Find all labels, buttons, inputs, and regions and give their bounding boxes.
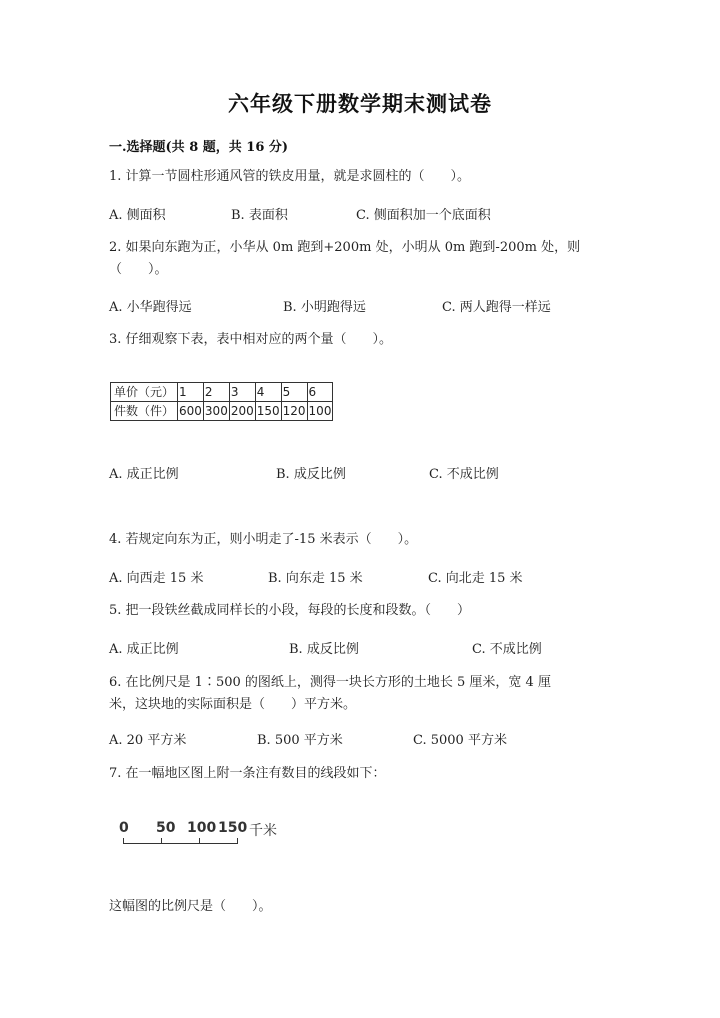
q6-option-b: B. 500 平方米 [257, 733, 343, 748]
question-7: 7. 在一幅地区图上附一条注有数目的线段如下： [109, 766, 386, 781]
scale-label: 100 [187, 820, 217, 836]
q2-option-b: B. 小明跑得远 [283, 300, 366, 315]
table-row-label: 件数（件） [111, 402, 178, 421]
q5-option-b: B. 成反比例 [289, 642, 359, 657]
q5-option-c: C. 不成比例 [472, 642, 542, 657]
scale-label: 0 [119, 820, 129, 836]
table-cell: 200 [229, 402, 255, 421]
q6-option-c: C. 5000 平方米 [413, 733, 507, 748]
table-cell: 100 [307, 402, 333, 421]
scale-label: 50 [156, 820, 176, 836]
section-heading: 一.选择题(共 8 题，共 16 分) [109, 140, 289, 155]
q5-option-a: A. 成正比例 [109, 642, 179, 657]
q2-option-a: A. 小华跑得远 [109, 300, 192, 315]
scale-label: 150 [218, 820, 248, 836]
q2-option-c: C. 两人跑得一样远 [442, 300, 551, 315]
question-4: 4. 若规定向东为正，则小明走了-15 米表示（ ）。 [109, 532, 418, 547]
table-cell: 300 [203, 402, 229, 421]
q3-option-c: C. 不成比例 [429, 467, 499, 482]
q6-option-a: A. 20 平方米 [109, 733, 187, 748]
question-6-line-2: 米，这块地的实际面积是（ ）平方米。 [109, 697, 357, 712]
q4-option-b: B. 向东走 15 米 [268, 571, 363, 586]
scale-unit-label: 千米 [249, 823, 277, 839]
q4-option-a: A. 向西走 15 米 [109, 571, 204, 586]
question-6-line-1: 6. 在比例尺是 1∶500 的图纸上，测得一块长方形的土地长 5 厘米，宽 4 厘 [109, 675, 551, 690]
question-7-followup: 这幅图的比例尺是（ ）。 [109, 899, 272, 914]
q4-option-c: C. 向北走 15 米 [428, 571, 523, 586]
q1-option-a: A. 侧面积 [109, 208, 166, 223]
table-cell: 600 [178, 402, 204, 421]
table-cell: 3 [229, 383, 255, 402]
table-cell: 5 [281, 383, 307, 402]
question-1: 1. 计算一节圆柱形通风管的铁皮用量，就是求圆柱的（ ）。 [109, 169, 471, 184]
q1-option-b: B. 表面积 [231, 208, 288, 223]
price-quantity-table [110, 382, 333, 421]
question-5: 5. 把一段铁丝截成同样长的小段，每段的长度和段数。（ ） [109, 603, 471, 618]
q3-option-b: B. 成反比例 [276, 467, 346, 482]
question-3: 3. 仔细观察下表，表中相对应的两个量（ ）。 [109, 332, 393, 347]
table-cell: 1 [178, 383, 204, 402]
question-2-line-1: 2. 如果向东跑为正，小华从 0m 跑到+200m 处，小明从 0m 跑到-200m 处，则 [109, 240, 581, 255]
q3-option-a: A. 成正比例 [109, 467, 179, 482]
page-title: 六年级下册数学期末测试卷 [228, 91, 492, 116]
scale-tick [123, 838, 124, 843]
table-row [111, 402, 333, 421]
table-cell: 6 [307, 383, 333, 402]
table-cell: 150 [255, 402, 281, 421]
scale-tick [237, 838, 238, 843]
question-2-line-2: （ ）。 [109, 262, 168, 277]
table-cell: 2 [203, 383, 229, 402]
scale-tick [199, 838, 200, 843]
table-row [111, 383, 333, 402]
scale-line [123, 843, 238, 844]
scale-tick [161, 838, 162, 843]
q1-option-c: C. 侧面积加一个底面积 [356, 208, 491, 223]
table-cell: 4 [255, 383, 281, 402]
table-row-label: 单价（元） [111, 383, 178, 402]
table-cell: 120 [281, 402, 307, 421]
